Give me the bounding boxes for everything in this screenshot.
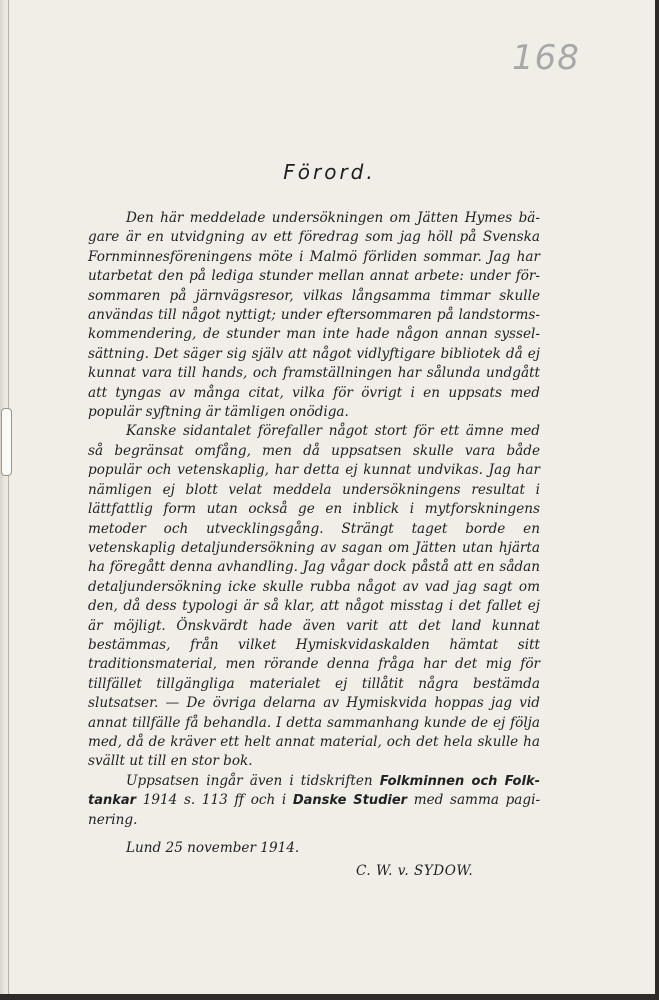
preface-body	[88, 209, 540, 882]
paragraph-3	[88, 772, 540, 830]
spine-fold-line	[8, 0, 9, 994]
place-and-date: Lund 25 november 1914.	[126, 840, 300, 856]
journal-title-folkminnen: Folkminnen och Folktankar	[88, 773, 540, 809]
journal-title-danske-studier: Danske Studier	[292, 793, 408, 809]
paragraph-3-text-1: Uppsatsen ingår även i tidskriften	[126, 772, 373, 789]
page-title: Förord.	[283, 160, 376, 184]
paragraph-3-text-3: med samma paginering.	[88, 792, 541, 828]
paragraph-2: Kanske sidantalet förefaller något stort för ett ämne med så begränsat omfång, men då uppsatsen skulle vara både populär och vetenskaplig, har detta ej kunnat undvikas. Jag har nämligen ej blott velat meddela undersökningens resultat i lättfattlig form utan också ge en inblick i mytforskningens metoder och utvecklingsgång. Strängt taget borde en vetenskaplig detaljundersökning av sagan om Jätten utan hjärta ha föregått denna avhandling. Jag vågar dock påstå att en sådan detaljundersökning icke skulle rubba något av vad jag sagt om den, då dess typologi är så klar, att något misstag i det fallet ej är möjligt. Önskvärdt hade även varit att det land kunnat bestämmas, från vilket Hymiskvidaskalden hämtat sitt traditionsmaterial, men rörande denna fråga har det mig för tillfället tillgängliga materialet ej tillåtit några bestämda slutsatser. — De övriga delarna av Hymiskvida hoppas jag vid annat tillfälle få behandla. I detta sammanhang kunde de ej följa med, då de kräver ett helt annat material, och det hela skulle ha svällt ut till en stor bok.	[88, 423, 540, 770]
author-signature: C. W. v. SYDOW.	[356, 863, 474, 880]
paragraph-1: Den här meddelade undersökningen om Jätten Hymes bägare är en utvidgning av ett föredrag som jag höll på Svenska Fornminnesföreningens möte i Malmö förliden sommar. Jag har utarbetat den på lediga stunder mellan annat arbete: under försommaren på järnvägsresor, vilkas långsamma timmar skulle användas till något nyttigt; under eftersommaren på landstormskommendering, de stunder man inte hade någon annan sysselsättning. Det säger sig själv att något vidlyftigare bibliotek då ej kunnat vara till hands, och framställningen har sålunda undgått att tyngas av många citat, vilka för övrigt i en uppsats med populär syftning är tämligen onödiga.	[88, 210, 540, 421]
binding-clip	[1, 408, 12, 476]
handwritten-page-number: 168	[512, 38, 580, 78]
page-spine	[0, 0, 12, 994]
paragraph-3-text-2: 1914 s. 113 ff och i	[142, 792, 287, 809]
